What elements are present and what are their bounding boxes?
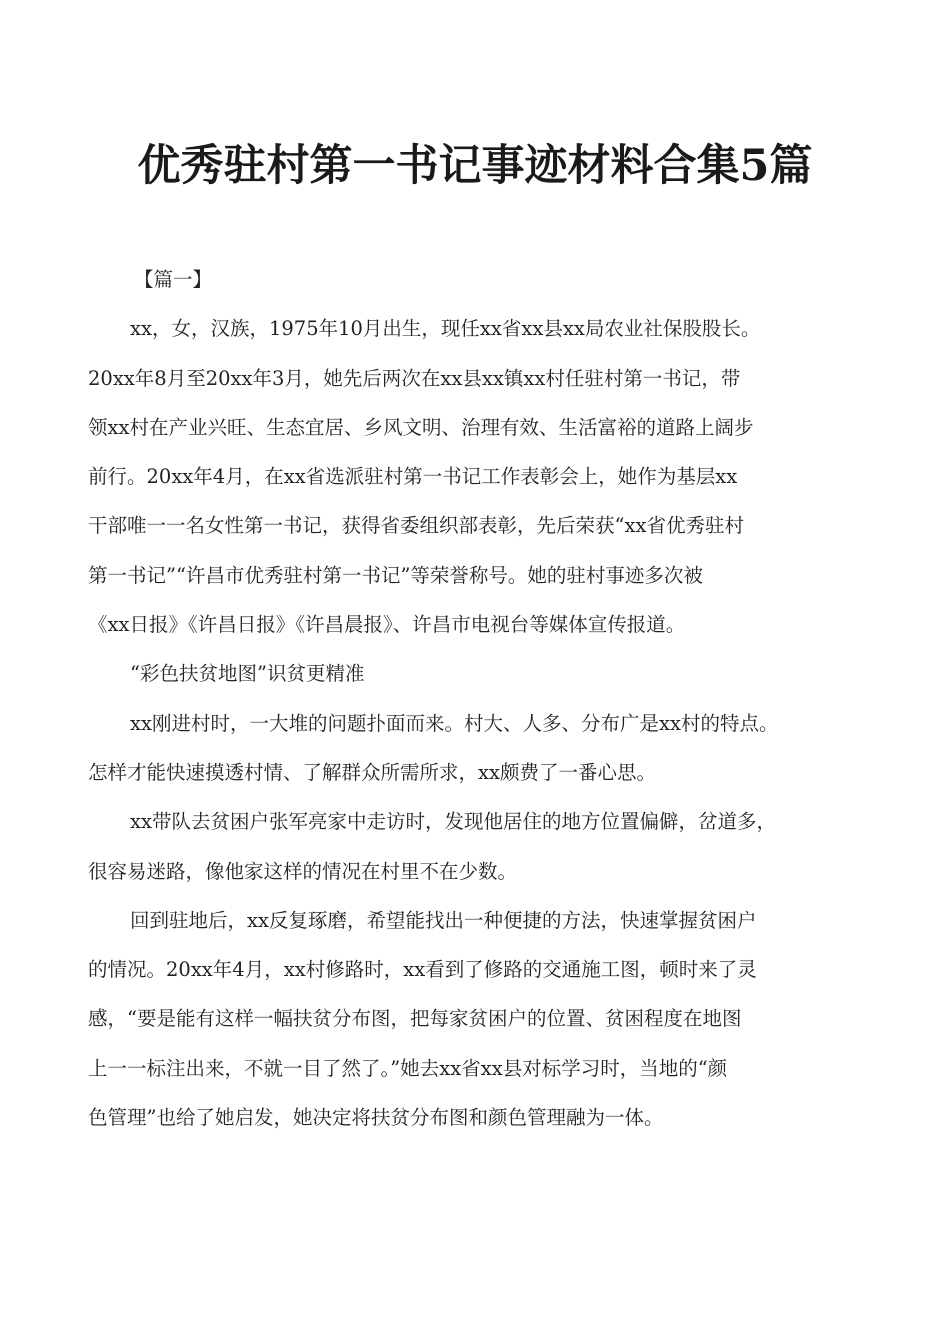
paragraph-line: xx，女，汉族，1975年10月出生，现任xx省xx县xx局农业社保股股长。 [130, 317, 761, 341]
paragraph-line: 很容易迷路，像他家这样的情况在村里不在少数。 [88, 859, 518, 883]
paragraph-line: 第一书记”“许昌市优秀驻村第一书记”等荣誉称号。她的驻村事迹多次被 [88, 563, 703, 587]
paragraph-line: 前行。20xx年4月，在xx省选派驻村第一书记工作表彰会上，她作为基层xx [88, 465, 738, 489]
paragraph-line: 《xx日报》《许昌日报》《许昌晨报》、许昌市电视台等媒体宣传报道。 [88, 613, 686, 637]
document-title: 优秀驻村第一书记事迹材料合集5篇 [137, 141, 813, 191]
paragraph-line: 上一一标注出来，不就一目了然了。”她去xx省xx县对标学习时，当地的“颜 [88, 1056, 728, 1080]
paragraph-line: 怎样才能快速摸透村情、了解群众所需所求，xx颇费了一番心思。 [88, 760, 656, 784]
subheading-line: “彩色扶贫地图”识贫更精准 [130, 662, 365, 686]
paragraph-line: 20xx年8月至20xx年3月，她先后两次在xx县xx镇xx村任驻村第一书记，带 [88, 366, 741, 390]
paragraph-line: 回到驻地后，xx反复琢磨，希望能找出一种便捷的方法，快速掌握贫困户 [130, 908, 757, 932]
paragraph-line: 干部唯一一名女性第一书记，获得省委组织部表彰，先后荣获“xx省优秀驻村 [88, 514, 744, 538]
paragraph-line: 领xx村在产业兴旺、生态宜居、乡风文明、治理有效、生活富裕的道路上阔步 [88, 415, 754, 439]
section-heading: 【篇一】 [134, 268, 213, 291]
paragraph-line: 色管理”也给了她启发，她决定将扶贫分布图和颜色管理融为一体。 [88, 1106, 664, 1130]
paragraph-line: xx带队去贫困户张军亮家中走访时，发现他居住的地方位置偏僻，岔道多， [130, 810, 776, 834]
paragraph-line: xx刚进村时，一大堆的问题扑面而来。村大、人多、分布广是xx村的特点。 [130, 711, 779, 735]
paragraph-line: 感，“要是能有这样一幅扶贫分布图，把每家贫困户的位置、贫困程度在地图 [88, 1007, 742, 1031]
paragraph-line: 的情况。20xx年4月，xx村修路时，xx看到了修路的交通施工图，顿时来了灵 [88, 958, 757, 982]
document-body [88, 255, 870, 1142]
